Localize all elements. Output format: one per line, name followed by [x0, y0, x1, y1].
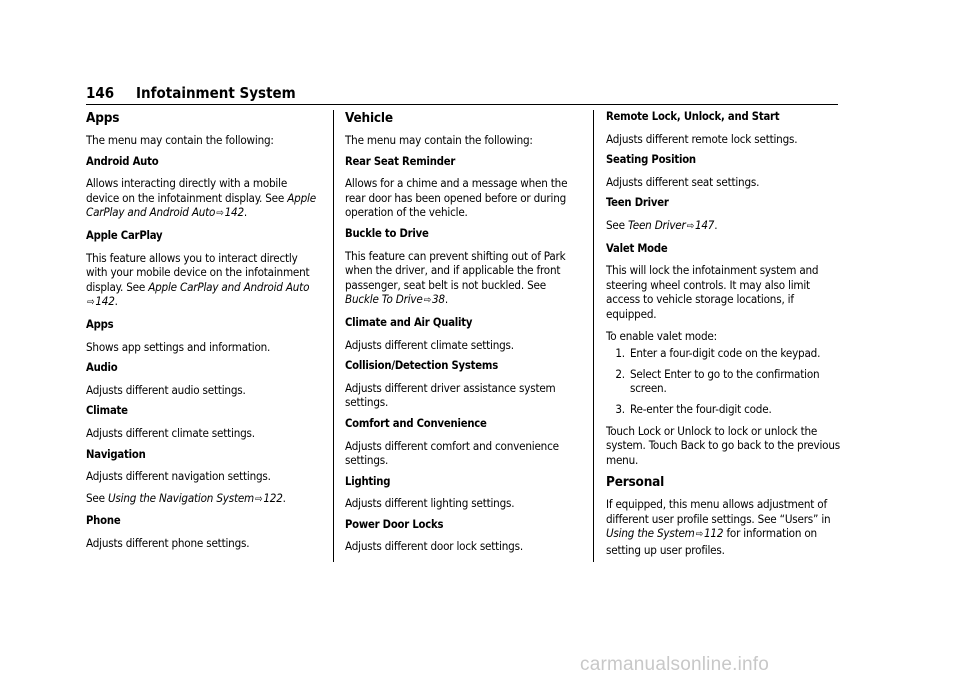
rear-seat-term: Rear Seat Reminder [345, 154, 456, 168]
navigation-term: Navigation [86, 447, 146, 461]
page-ref-arrow-icon: ⇨ [686, 220, 694, 232]
buckle-page[interactable]: 38 [431, 292, 445, 307]
teen-page[interactable]: 147 [694, 217, 715, 232]
valet-step: 2. Select Enter to go to the confirmation screen. [628, 367, 840, 396]
teen-term: Teen Driver [606, 196, 669, 210]
phone-term: Phone [86, 514, 121, 528]
buckle-ref[interactable]: Buckle To Drive [345, 292, 423, 307]
page-ref-arrow-icon: ⇨ [216, 208, 224, 220]
navigation-desc: Adjusts different navigation settings. [86, 469, 271, 484]
climate-air-term: Climate and Air Quality [345, 315, 473, 329]
personal-page[interactable]: 112 [704, 526, 724, 541]
column-divider [593, 110, 594, 562]
page-number: 146 [86, 84, 115, 102]
valet-step: 3. Re-enter the four-digit code. [628, 402, 840, 417]
valet-desc: This will lock the infotainment system and steering wheel controls. It may also limit access to vehicle storage locations, if equipped. [606, 263, 819, 321]
personal-ref[interactable]: Using the System [606, 526, 695, 541]
navigation-see: See Using the Navigation System⇨122. [86, 490, 286, 505]
collision-term: Collision/Detection Systems [345, 359, 499, 373]
android-auto-desc: Allows interacting directly with a mobile device on the infotainment display. See Apple CarPlay and Android Auto⇨142. [86, 176, 316, 220]
valet-steps [606, 346, 840, 416]
climate-term: Climate [86, 404, 128, 418]
android-auto-page[interactable]: 142 [224, 205, 244, 220]
column-vehicle [345, 110, 579, 561]
remote-term: Remote Lock, Unlock, and Start [606, 110, 780, 123]
vehicle-intro: The menu may contain the following: [345, 133, 533, 147]
apps-term: Apps [86, 317, 114, 331]
audio-desc: Adjusts different audio settings. [86, 382, 246, 397]
audio-term: Audio [86, 361, 118, 375]
apple-carplay-term: Apple CarPlay [86, 228, 163, 242]
page-header [86, 84, 838, 105]
door-locks-desc: Adjusts different door lock settings. [345, 539, 523, 554]
page-ref-arrow-icon: ⇨ [423, 295, 431, 307]
page-ref-arrow-icon: ⇨ [255, 493, 263, 505]
android-auto-term: Android Auto [86, 154, 159, 168]
android-auto-ref[interactable]: Apple CarPlay and Android Auto [86, 190, 316, 220]
valet-after: Touch Lock or Unlock to lock or unlock the system. Touch Back to go back to the previous menu. [606, 423, 840, 467]
lighting-term: Lighting [345, 474, 391, 488]
comfort-term: Comfort and Convenience [345, 416, 487, 430]
phone-desc: Adjusts different phone settings. [86, 535, 250, 550]
valet-step: 1. Enter a four-digit code on the keypad. [628, 346, 840, 361]
climate-air-desc: Adjusts different climate settings. [345, 337, 514, 352]
watermark: carmanualsonline.info [580, 654, 770, 675]
column-divider [333, 110, 334, 562]
vehicle-heading: Vehicle [345, 110, 393, 126]
column-vehicle-cont [606, 110, 840, 565]
teen-ref[interactable]: Teen Driver [628, 217, 686, 232]
seating-term: Seating Position [606, 153, 696, 167]
navigation-page[interactable]: 122 [263, 490, 283, 505]
apple-carplay-ref[interactable]: Apple CarPlay and Android Auto [148, 279, 310, 294]
rear-seat-desc: Allows for a chime and a message when the rear door has been opened before or during operation of the vehicle. [345, 176, 568, 220]
seating-desc: Adjusts different seat settings. [606, 174, 760, 189]
apps-desc: Shows app settings and information. [86, 339, 271, 354]
page-ref-arrow-icon: ⇨ [87, 297, 95, 309]
remote-desc: Adjusts different remote lock settings. [606, 131, 798, 146]
lighting-desc: Adjusts different lighting settings. [345, 496, 515, 511]
apple-carplay-desc: This feature allows you to interact directly with your mobile device on the infotainment display. See Apple CarPlay and Android Auto ⇨142. [86, 250, 310, 309]
comfort-desc: Adjusts different comfort and convenience settings. [345, 438, 559, 468]
navigation-ref[interactable]: Using the Navigation System [108, 490, 255, 505]
teen-desc: See Teen Driver⇨147. [606, 217, 718, 232]
apps-intro: The menu may contain the following: [86, 133, 274, 147]
collision-desc: Adjusts different driver assistance system settings. [345, 380, 556, 410]
personal-heading: Personal [606, 474, 665, 491]
valet-enable: To enable valet mode: [606, 328, 717, 343]
door-locks-term: Power Door Locks [345, 517, 444, 531]
buckle-term: Buckle to Drive [345, 226, 429, 240]
page-ref-arrow-icon: ⇨ [695, 529, 703, 541]
apple-carplay-page[interactable]: 142 [95, 294, 115, 309]
section-title: Infotainment System [136, 84, 296, 102]
valet-term: Valet Mode [606, 241, 668, 255]
apps-heading: Apps [86, 110, 120, 126]
column-apps [86, 110, 320, 557]
buckle-desc: This feature can prevent shifting out of Park when the driver, and if applicable the front passenger, seat belt is not buckled. See Buckle To Drive⇨38. [345, 248, 566, 307]
personal-desc: If equipped, this menu allows adjustment of different user profile settings. See “Users” in Using the System⇨112 for information on setting up user profiles. [606, 497, 831, 558]
climate-desc: Adjusts different climate settings. [86, 425, 255, 440]
